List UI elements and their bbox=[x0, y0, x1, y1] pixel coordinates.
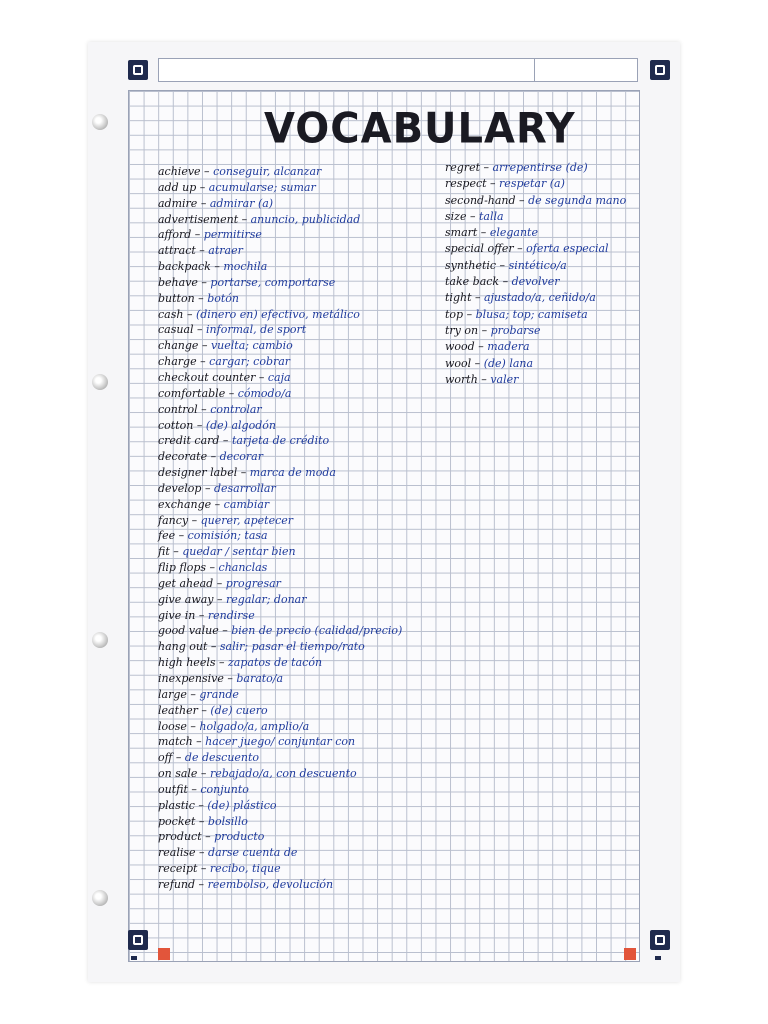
vocab-term: cash bbox=[158, 307, 184, 321]
vocab-separator: – bbox=[187, 782, 201, 796]
vocab-entry bbox=[158, 307, 402, 323]
vocab-separator: – bbox=[197, 402, 211, 416]
vocab-meaning: botón bbox=[207, 291, 239, 305]
vocab-term: product bbox=[158, 830, 202, 844]
vocab-entry bbox=[445, 356, 626, 372]
vocab-separator: – bbox=[471, 356, 484, 370]
vocab-separator: – bbox=[223, 672, 237, 685]
vocab-meaning: portarse, comportarse bbox=[210, 275, 336, 289]
vocab-term: top bbox=[445, 307, 464, 321]
vocab-entry bbox=[158, 576, 402, 592]
vocab-term: credit card bbox=[158, 434, 220, 448]
vocab-separator: – bbox=[175, 529, 188, 543]
vocab-entry bbox=[158, 861, 402, 877]
vocab-term: designer label bbox=[158, 466, 238, 480]
vocab-entry bbox=[445, 290, 626, 306]
vocab-term: smart bbox=[445, 226, 478, 240]
vocab-meaning: acumularse; sumar bbox=[208, 180, 316, 194]
vocab-meaning: informal, de sport bbox=[206, 323, 307, 337]
vocab-entry bbox=[158, 259, 402, 275]
vocab-meaning: conjunto bbox=[200, 782, 249, 796]
vocab-meaning: desarrollar bbox=[213, 481, 276, 495]
vocab-term: comfortable bbox=[158, 386, 226, 400]
vocab-separator: – bbox=[211, 497, 224, 511]
vocab-entry bbox=[158, 180, 402, 196]
vocab-entry bbox=[158, 243, 402, 259]
vocab-separator: – bbox=[207, 640, 220, 654]
vocab-separator: – bbox=[197, 862, 210, 876]
vocab-term: pocket bbox=[158, 814, 196, 828]
vocab-term: cotton bbox=[158, 418, 194, 432]
punch-hole bbox=[92, 374, 108, 390]
vocab-entry bbox=[158, 639, 402, 655]
vocab-term: admire bbox=[158, 196, 198, 210]
vocab-separator: – bbox=[237, 466, 250, 480]
vocab-term: large bbox=[158, 687, 187, 701]
vocab-term: hang out bbox=[158, 640, 208, 654]
notebook-logo-icon bbox=[128, 60, 148, 80]
vocab-entry bbox=[158, 338, 402, 354]
vocab-meaning: rendirse bbox=[207, 608, 255, 622]
vocab-separator: – bbox=[194, 798, 208, 812]
vocab-term: decorate bbox=[158, 450, 208, 464]
vocab-term: attract bbox=[158, 244, 196, 258]
vocab-meaning: arrepentirse (de) bbox=[492, 161, 588, 174]
vocab-term: control bbox=[158, 402, 198, 416]
vocab-meaning: reembolso, devolución bbox=[207, 877, 334, 891]
vocab-separator: – bbox=[186, 719, 200, 733]
vocab-term: fancy bbox=[158, 513, 189, 527]
vocab-separator: – bbox=[196, 180, 209, 194]
vocab-term: exchange bbox=[158, 497, 212, 511]
vocab-entry bbox=[158, 750, 402, 766]
vocab-term: match bbox=[158, 735, 193, 749]
vocab-separator: – bbox=[183, 307, 196, 321]
vocab-term: leather bbox=[158, 703, 198, 717]
vocab-entry bbox=[445, 160, 626, 176]
vocab-meaning: madera bbox=[487, 340, 530, 354]
vocab-entry bbox=[158, 671, 402, 687]
vocab-separator: – bbox=[219, 434, 232, 448]
vocab-meaning: blusa; top; camiseta bbox=[475, 307, 588, 321]
vocab-separator: – bbox=[471, 291, 484, 305]
vocab-entry bbox=[158, 829, 402, 845]
vocab-meaning: devolver bbox=[511, 275, 560, 289]
vocab-term: behave bbox=[158, 275, 198, 289]
vocab-term: second-hand bbox=[445, 193, 516, 207]
vocab-separator: – bbox=[480, 161, 493, 174]
vocab-entry bbox=[445, 274, 626, 290]
vocab-separator: – bbox=[169, 545, 183, 559]
vocab-term: respect bbox=[445, 177, 487, 191]
notebook-logo-icon bbox=[128, 930, 148, 950]
vocab-term: inexpensive bbox=[158, 672, 224, 685]
vocab-term: good value bbox=[158, 624, 219, 638]
vocab-meaning: progresar bbox=[225, 576, 281, 590]
vocab-separator: – bbox=[210, 260, 224, 274]
vocab-meaning: elegante bbox=[489, 226, 538, 240]
vocab-entry bbox=[158, 275, 402, 291]
vocab-entry bbox=[158, 418, 402, 434]
punch-hole bbox=[92, 632, 108, 648]
vocab-meaning: salir; pasar el tiempo/rato bbox=[219, 640, 365, 654]
vocab-separator: – bbox=[215, 656, 228, 670]
vocab-separator: – bbox=[193, 323, 207, 337]
vocab-entry bbox=[158, 196, 402, 212]
vocab-meaning: comisión; tasa bbox=[187, 529, 268, 543]
vocab-entry bbox=[445, 339, 626, 355]
vocab-term: add up bbox=[158, 180, 197, 194]
vocab-term: casual bbox=[158, 323, 194, 337]
vocab-term: achieve bbox=[158, 165, 201, 178]
vocabulary-list-left bbox=[158, 164, 402, 893]
vocab-term: fee bbox=[158, 529, 176, 543]
vocab-separator: – bbox=[186, 687, 200, 701]
vocab-entry bbox=[158, 877, 402, 893]
vocab-meaning: probarse bbox=[490, 323, 541, 337]
notebook-logo-icon bbox=[650, 930, 670, 950]
vocabulary-list-right bbox=[445, 160, 626, 388]
vocab-separator: – bbox=[477, 226, 490, 240]
vocab-term: checkout counter bbox=[158, 370, 256, 384]
vocab-entry bbox=[158, 449, 402, 465]
vocab-meaning: vuelta; cambio bbox=[210, 339, 293, 353]
vocab-entry bbox=[158, 386, 402, 402]
vocab-entry bbox=[158, 291, 402, 307]
vocab-term: size bbox=[445, 209, 467, 223]
vocab-separator: – bbox=[195, 244, 209, 258]
vocab-meaning: (de) cuero bbox=[210, 703, 268, 717]
vocab-term: loose bbox=[158, 719, 187, 733]
vocab-meaning: conseguir, alcanzar bbox=[213, 165, 322, 178]
vocab-separator: – bbox=[188, 513, 201, 527]
vocab-separator: – bbox=[213, 576, 226, 590]
vocab-term: receipt bbox=[158, 862, 198, 876]
vocab-term: outfit bbox=[158, 782, 188, 796]
vocab-separator: – bbox=[201, 830, 215, 844]
vocab-meaning: oferta especial bbox=[526, 242, 609, 256]
vocab-separator: – bbox=[191, 228, 204, 242]
vocab-meaning: barato/a bbox=[236, 672, 284, 685]
vocab-separator: – bbox=[195, 846, 209, 860]
vocab-separator: – bbox=[218, 624, 232, 638]
vocab-meaning: regalar; donar bbox=[226, 592, 307, 606]
vocab-meaning: respetar (a) bbox=[499, 177, 565, 191]
vocab-entry bbox=[158, 481, 402, 497]
vocab-separator: – bbox=[486, 177, 500, 191]
vocab-meaning: tarjeta de crédito bbox=[231, 434, 330, 448]
vocab-entry bbox=[158, 719, 402, 735]
vocab-meaning: ajustado/a, ceñido/a bbox=[484, 291, 596, 305]
vocab-term: give in bbox=[158, 608, 196, 622]
vocab-meaning: decorar bbox=[219, 450, 264, 464]
vocab-entry bbox=[158, 623, 402, 639]
vocab-entry bbox=[445, 323, 626, 339]
vocab-meaning: bien de precio (calidad/precio) bbox=[231, 624, 403, 638]
corner-small-mark bbox=[655, 956, 661, 960]
vocab-separator: – bbox=[466, 209, 479, 223]
vocab-entry bbox=[445, 372, 626, 388]
vocab-separator: – bbox=[201, 481, 214, 495]
vocab-meaning: de segunda mano bbox=[528, 193, 627, 207]
vocab-term: afford bbox=[158, 228, 192, 242]
vocab-meaning: holgado/a, amplio/a bbox=[199, 719, 310, 733]
vocab-entry bbox=[445, 193, 626, 209]
vocab-entry bbox=[158, 212, 402, 228]
punch-hole bbox=[92, 114, 108, 130]
vocab-meaning: cómodo/a bbox=[237, 386, 292, 400]
vocab-separator: – bbox=[197, 767, 210, 781]
vocab-separator: – bbox=[513, 242, 527, 256]
vocab-term: backpack bbox=[158, 260, 211, 274]
vocab-term: off bbox=[158, 751, 173, 765]
vocab-term: plastic bbox=[158, 798, 195, 812]
vocab-term: on sale bbox=[158, 767, 198, 781]
vocab-separator: – bbox=[238, 212, 251, 226]
header-divider bbox=[534, 59, 535, 81]
vocab-meaning: de descuento bbox=[184, 751, 260, 765]
vocab-meaning: admirar (a) bbox=[209, 196, 274, 210]
vocab-separator: – bbox=[197, 196, 210, 210]
vocab-term: try on bbox=[445, 323, 479, 337]
vocab-term: tight bbox=[445, 291, 472, 305]
vocab-term: button bbox=[158, 291, 195, 305]
vocab-meaning: quedar / sentar bien bbox=[182, 545, 296, 559]
vocab-separator: – bbox=[206, 561, 219, 575]
vocab-separator: – bbox=[478, 323, 491, 337]
notebook-page bbox=[88, 42, 680, 982]
vocab-meaning: chanclas bbox=[218, 561, 268, 575]
vocab-term: wood bbox=[445, 340, 475, 354]
vocab-entry bbox=[158, 845, 402, 861]
vocab-separator: – bbox=[477, 372, 491, 386]
vocab-entry bbox=[445, 307, 626, 323]
vocab-term: refund bbox=[158, 877, 196, 891]
vocab-meaning: recibo, tique bbox=[209, 862, 281, 876]
vocab-meaning: bolsillo bbox=[207, 814, 248, 828]
vocab-meaning: rebajado/a, con descuento bbox=[209, 767, 357, 781]
vocab-meaning: talla bbox=[478, 209, 504, 223]
vocab-term: realise bbox=[158, 846, 196, 860]
vocab-separator: – bbox=[515, 193, 529, 207]
vocab-entry bbox=[158, 703, 402, 719]
page-title: VOCABULARY bbox=[264, 104, 576, 154]
vocab-entry bbox=[158, 544, 402, 560]
vocab-meaning: (de) algodón bbox=[205, 418, 276, 432]
vocab-term: special offer bbox=[445, 242, 514, 256]
vocab-term: wool bbox=[445, 356, 472, 370]
vocab-separator: – bbox=[172, 751, 185, 765]
vocab-entry bbox=[158, 465, 402, 481]
vocab-meaning: zapatos de tacón bbox=[228, 656, 323, 670]
vocab-separator: – bbox=[255, 370, 268, 384]
vocab-entry bbox=[445, 225, 626, 241]
vocab-term: take back bbox=[445, 275, 500, 289]
vocab-entry bbox=[158, 322, 402, 338]
vocab-meaning: cambiar bbox=[223, 497, 270, 511]
vocab-term: develop bbox=[158, 481, 202, 495]
vocab-entry bbox=[158, 798, 402, 814]
vocab-separator: – bbox=[195, 608, 208, 622]
vocab-separator: – bbox=[499, 275, 512, 289]
vocab-entry bbox=[158, 592, 402, 608]
vocab-term: fit bbox=[158, 545, 170, 559]
vocab-term: worth bbox=[445, 372, 478, 386]
vocab-term: flip flops bbox=[158, 561, 207, 575]
vocab-separator: – bbox=[196, 355, 210, 369]
vocab-separator: – bbox=[463, 307, 476, 321]
vocab-separator: – bbox=[193, 418, 206, 432]
vocab-entry bbox=[158, 687, 402, 703]
vocab-entry bbox=[158, 560, 402, 576]
vocab-meaning: valer bbox=[490, 372, 519, 386]
vocab-meaning: darse cuenta de bbox=[208, 846, 298, 860]
corner-red-mark bbox=[158, 948, 170, 960]
vocab-entry bbox=[445, 209, 626, 225]
vocab-entry bbox=[158, 528, 402, 544]
vocab-entry bbox=[158, 497, 402, 513]
vocab-meaning: sintético/a bbox=[508, 258, 567, 272]
vocab-term: get ahead bbox=[158, 576, 214, 590]
vocab-separator: – bbox=[195, 814, 208, 828]
vocab-entry bbox=[158, 227, 402, 243]
vocab-entry bbox=[445, 241, 626, 257]
vocab-separator: – bbox=[213, 592, 227, 606]
vocab-term: synthetic bbox=[445, 258, 497, 272]
vocab-term: charge bbox=[158, 355, 197, 369]
vocab-meaning: controlar bbox=[210, 402, 262, 416]
vocab-separator: – bbox=[194, 291, 208, 305]
vocab-meaning: anuncio, publicidad bbox=[250, 212, 361, 226]
vocab-meaning: marca de moda bbox=[249, 466, 336, 480]
notebook-logo-icon bbox=[650, 60, 670, 80]
vocab-term: advertisement bbox=[158, 212, 239, 226]
vocab-term: change bbox=[158, 339, 199, 353]
vocab-entry bbox=[158, 734, 402, 750]
vocab-meaning: mochila bbox=[223, 260, 268, 274]
vocab-entry bbox=[158, 655, 402, 671]
vocab-meaning: permitirse bbox=[203, 228, 262, 242]
vocab-entry bbox=[158, 608, 402, 624]
vocab-meaning: producto bbox=[214, 830, 265, 844]
vocab-separator: – bbox=[198, 339, 211, 353]
vocab-separator: – bbox=[197, 275, 211, 289]
vocab-separator: – bbox=[200, 165, 214, 178]
vocab-meaning: cargar; cobrar bbox=[209, 355, 291, 369]
vocab-entry bbox=[445, 176, 626, 192]
vocab-separator: – bbox=[225, 386, 238, 400]
vocab-entry bbox=[158, 164, 402, 180]
vocab-entry bbox=[158, 433, 402, 449]
vocab-entry bbox=[158, 513, 402, 529]
vocab-entry bbox=[158, 370, 402, 386]
vocab-entry bbox=[158, 402, 402, 418]
vocab-meaning: (de) lana bbox=[483, 356, 534, 370]
vocab-term: give away bbox=[158, 592, 214, 606]
vocab-meaning: atraer bbox=[208, 244, 243, 258]
vocab-separator: – bbox=[195, 877, 208, 891]
corner-red-mark bbox=[624, 948, 636, 960]
vocab-separator: – bbox=[474, 340, 488, 354]
vocab-term: high heels bbox=[158, 656, 216, 670]
corner-small-mark bbox=[131, 956, 137, 960]
header-box bbox=[158, 58, 638, 82]
vocab-meaning: grande bbox=[199, 687, 239, 701]
vocab-meaning: hacer juego/ conjuntar con bbox=[205, 735, 356, 749]
vocab-entry bbox=[158, 766, 402, 782]
vocab-meaning: (de) plástico bbox=[207, 798, 277, 812]
vocab-entry bbox=[158, 782, 402, 798]
vocab-separator: – bbox=[197, 703, 211, 717]
vocab-separator: – bbox=[496, 258, 509, 272]
vocab-meaning: querer, apetecer bbox=[200, 513, 294, 527]
vocab-separator: – bbox=[207, 450, 220, 464]
vocab-meaning: (dinero en) efectivo, metálico bbox=[195, 307, 360, 321]
punch-hole bbox=[92, 890, 108, 906]
vocab-entry bbox=[158, 814, 402, 830]
vocab-term: regret bbox=[445, 161, 480, 174]
vocab-meaning: caja bbox=[267, 370, 291, 384]
vocab-entry bbox=[445, 258, 626, 274]
vocab-entry bbox=[158, 354, 402, 370]
vocab-separator: – bbox=[192, 735, 206, 749]
